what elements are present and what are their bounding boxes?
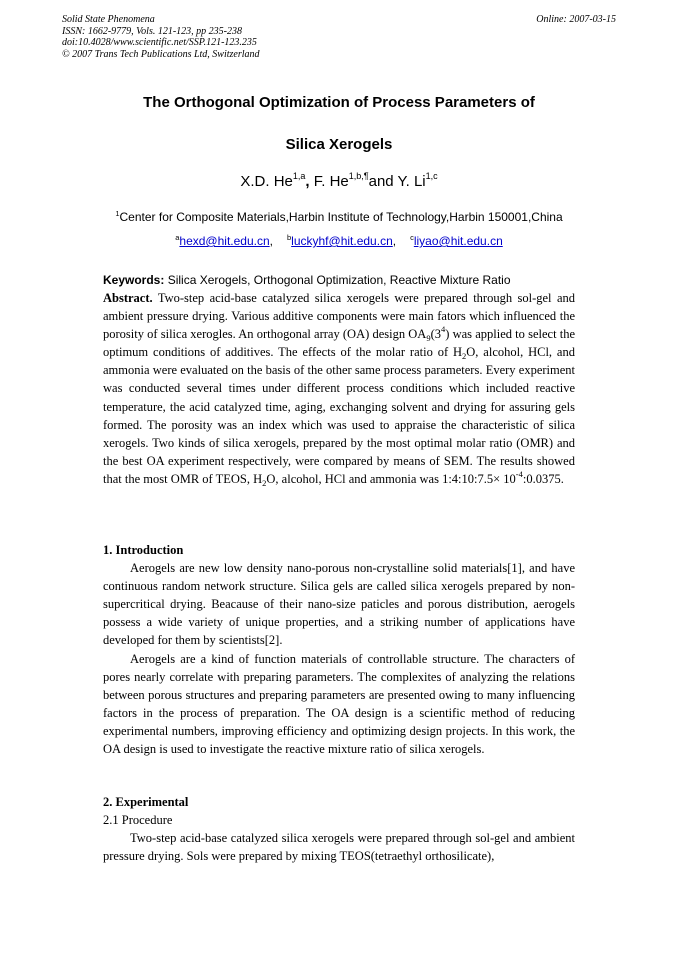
abstract-text: ) (445, 327, 450, 342)
keywords-label: Keywords: (103, 273, 165, 287)
email-separator: , (392, 234, 397, 248)
email-link-c[interactable]: liyao@hit.edu.cn (413, 234, 503, 248)
email-link-b[interactable]: luckyhf@hit.edu.cn (291, 234, 393, 248)
superscript: -4 (515, 468, 523, 479)
issn-line: ISSN: 1662-9779, Vols. 121-123, pp 235-238 (62, 25, 242, 37)
paragraph: Aerogels are a kind of function materials of controllable structure. The characters of pores nearly correlate with preparing parameters. The complexites of analyzing the relations between porous structures and preparing parameters are presented owing to many influencing factors in the process of preparation. The OA design is a scientific method of reducing experimental numbers, improving efficiency and optimizing design projects. In this work, the OA design is used to investigate the reactive mixture ratio of silica xerogels. (103, 651, 575, 757)
paper-title-line2: Silica Xerogels (285, 136, 393, 153)
keywords (103, 273, 575, 287)
affiliation-marker: 1 (115, 209, 120, 218)
email-separator: , (269, 234, 273, 248)
keywords-text: Silica Xerogels, Orthogonal Optimization, Reactive Mixture Ratio (164, 273, 511, 287)
section-heading: 1. Introduction (103, 543, 184, 557)
superscript: 4 (441, 324, 446, 335)
journal-name: Solid State Phenomena (62, 14, 155, 25)
online-date: Online: 2007-03-15 (536, 14, 616, 25)
author-2-affil: 1,b,¶ (348, 171, 369, 181)
author-3-affil: 1,c (425, 171, 438, 181)
paragraph: Aerogels are new low density nano-porous non-crystalline solid materials[1], and have continuous random network structure. Silica gels are called silica xerogels prepared by non-supercritical drying. Beacause of their nano-size paticles and porous distribution, aerogels possess a wide variety of unique properties, and a striking number of applications have developed for them by scientists[2]. (103, 561, 575, 648)
abstract-text: (3 (430, 327, 441, 342)
subsection-heading: 2.1 Procedure (103, 813, 173, 828)
doi-line: doi:10.4028/www.scientific.net/SSP.121-123.235 (62, 37, 257, 48)
subscript: 9 (426, 333, 431, 344)
email-b-marker: b (287, 233, 292, 242)
abstract-paragraph (103, 289, 575, 488)
paragraph: Two-step acid-base catalyzed silica xerogels were prepared through sol-gel and ambient pressure drying. Sols were prepared by mixing TEOS(tetraethyl orthosilicate), (103, 831, 575, 864)
abstract (103, 289, 575, 488)
author-1: X.D. He (240, 173, 293, 190)
author-list (0, 173, 678, 190)
running-header (62, 14, 260, 60)
paper-title-line1: The Orthogonal Optimization of Process Parameters of (143, 94, 535, 111)
subscript: 2 (262, 477, 267, 488)
author-1-affil: 1,a (292, 171, 306, 181)
email-list (0, 234, 678, 248)
abstract-text: O, alcohol, HCl, and ammonia were evaluated on the basis of the other same process parameters. Every experiment was conducted several times under different process conditions which included reactive temperature, the acid catalyzed time, aging, exchanging solvent and drying for assuring gels formed. The porosity was an index which was used to appraise the characteristic of silica xerogels. Two kinds of silica xerogels, prepared by the most optimal molar ratio (OMR) and the best OA experiment respectively, were compared by means of SEM. The results showed that the most OMR of TEOS, H (103, 345, 575, 486)
author-separator: , (305, 173, 310, 190)
abstract-text: Two-step acid-base catalyzed silica xerogels were prepared through sol-gel and ambient pressure drying. Various additive components were main fators which influenced the porosity of silica xerogles. An orthogonal array (OA) design OA (103, 291, 575, 342)
abstract-text: O, alcohol, HCl and ammonia was 1:4:10:7.5× 10 (266, 471, 516, 486)
email-c-marker: c (410, 233, 414, 242)
section-experimental (103, 793, 575, 865)
affiliation (0, 210, 678, 224)
abstract-label: Abstract. (103, 291, 153, 305)
author-3: and Y. Li (368, 173, 426, 190)
email-link-a[interactable]: hexd@hit.edu.cn (179, 234, 270, 248)
abstract-text: :0.0375. (522, 471, 564, 486)
email-a-marker: a (175, 233, 180, 242)
abstract-text: was applied to select the optimum conditions of additives. The effects of the molar ratio of H (103, 327, 575, 360)
subscript: 2 (462, 351, 467, 362)
section-introduction (103, 541, 575, 758)
section-heading: 2. Experimental (103, 795, 189, 809)
copyright-line: © 2007 Trans Tech Publications Ltd, Switzerland (62, 48, 260, 60)
author-2: F. He (309, 173, 349, 190)
affiliation-text: Center for Composite Materials,Harbin Institute of Technology,Harbin 150001,China (119, 210, 563, 224)
